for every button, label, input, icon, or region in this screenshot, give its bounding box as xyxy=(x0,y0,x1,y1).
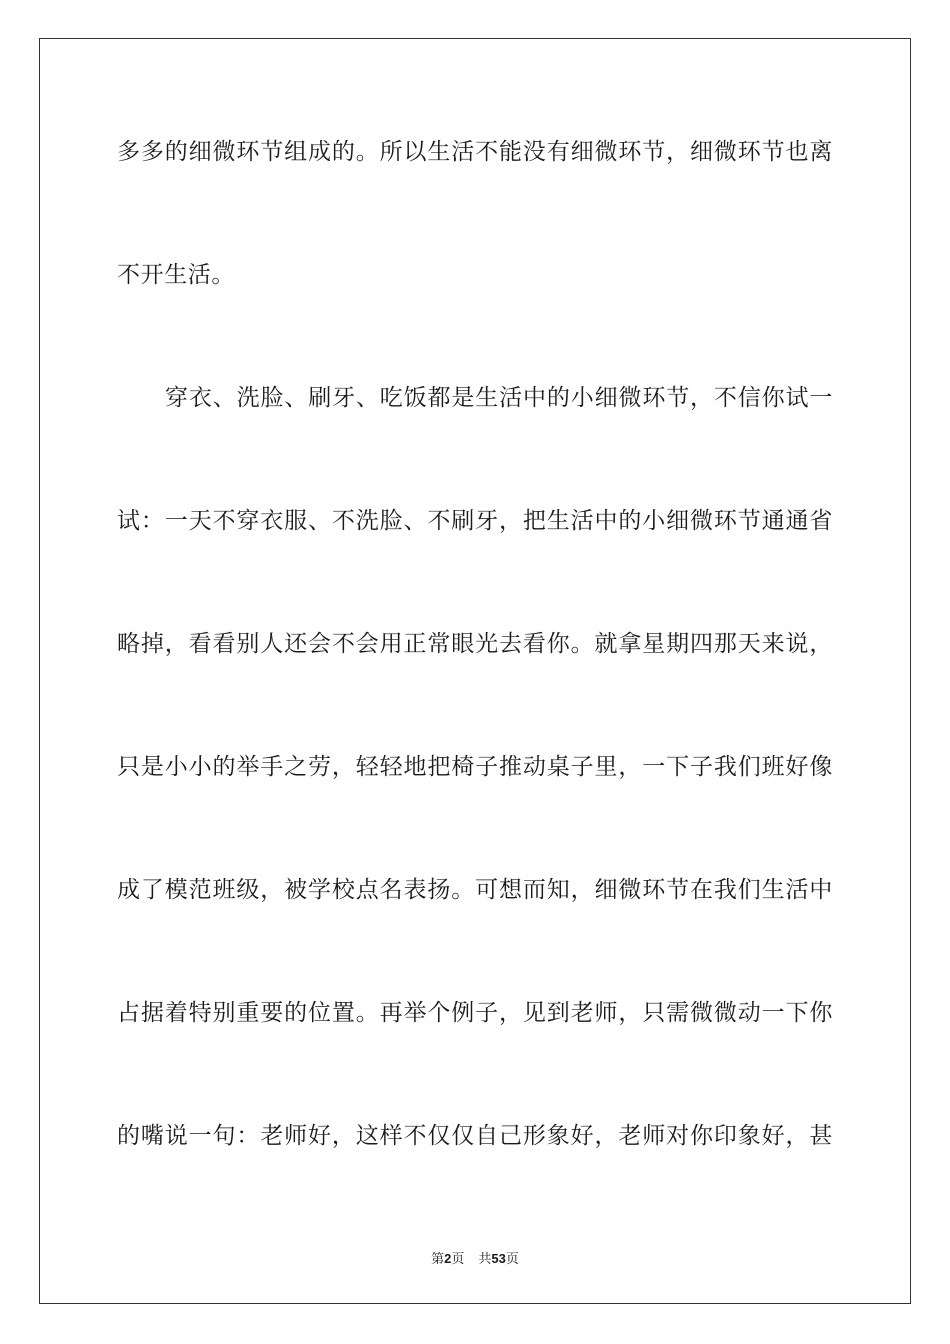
text-line: 只是小小的举手之劳，轻轻地把椅子推动桌子里，一下子我们班好像 xyxy=(117,754,833,780)
total-prefix: 共 xyxy=(478,1252,492,1267)
text-line: 试：一天不穿衣服、不洗脸、不刷牙，把生活中的小细微环节通通省 xyxy=(117,508,833,534)
current-page-number: 2 xyxy=(444,1251,452,1266)
text-line: 不开生活。 xyxy=(117,262,235,288)
total-suffix: 页 xyxy=(505,1252,519,1267)
page-footer xyxy=(0,1248,950,1267)
page-prefix: 第 xyxy=(431,1252,445,1267)
total-pages-number: 53 xyxy=(491,1251,506,1266)
page-suffix: 页 xyxy=(451,1252,465,1267)
text-line: 成了模范班级，被学校点名表扬。可想而知，细微环节在我们生活中 xyxy=(117,877,833,903)
text-line: 的嘴说一句：老师好，这样不仅仅自己形象好，老师对你印象好，甚 xyxy=(117,1123,833,1149)
text-line: 略掉，看看别人还会不会用正常眼光去看你。就拿星期四那天来说， xyxy=(117,631,833,657)
paragraph-first-line: 穿衣、洗脸、刷牙、吃饭都是生活中的小细微环节，不信你试一 xyxy=(165,385,833,411)
document-body xyxy=(117,120,833,1227)
text-line: 占据着特别重要的位置。再举个例子，见到老师，只需微微动一下你 xyxy=(117,1000,833,1026)
text-line: 多多的细微环节组成的。所以生活不能没有细微环节，细微环节也离 xyxy=(117,139,833,165)
